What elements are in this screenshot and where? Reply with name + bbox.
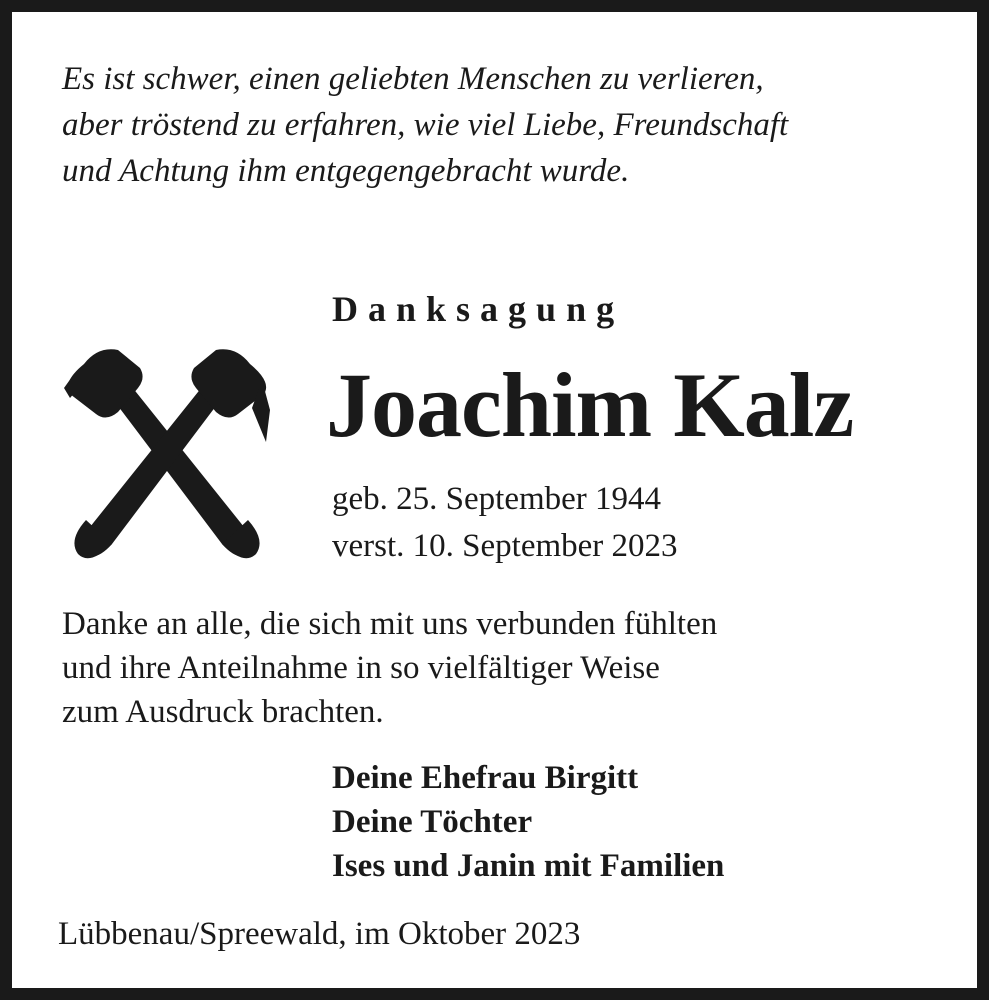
crossed-hammers-icon (62, 344, 272, 560)
life-dates (332, 476, 678, 570)
signer-line: Deine Töchter (332, 804, 533, 840)
heading: Danksagung (332, 289, 625, 329)
motto-line: Es ist schwer, einen geliebten Menschen zu verlieren, (62, 61, 764, 97)
signer-line: Deine Ehefrau Birgitt (332, 760, 639, 796)
place-date: Lübbenau/Spreewald, im Oktober 2023 (58, 916, 581, 952)
thanks-line: Danke an alle, die sich mit uns verbunden fühlten (62, 606, 718, 642)
death-date: verst. 10. September 2023 (332, 528, 678, 564)
motto-line: und Achtung ihm entgegengebracht wurde. (62, 153, 630, 189)
thanks-text (62, 602, 717, 734)
birth-date: geb. 25. September 1944 (332, 481, 662, 517)
signers (332, 756, 724, 888)
deceased-name: Joachim Kalz (326, 354, 854, 456)
motto-line: aber tröstend zu erfahren, wie viel Liebe, Freundschaft (62, 107, 789, 143)
signer-line: Ises und Janin mit Familien (332, 848, 725, 884)
motto-quote (62, 56, 788, 194)
thanks-line: zum Ausdruck brachten. (62, 694, 384, 730)
thanks-line: und ihre Anteilnahme in so vielfältiger Weise (62, 650, 660, 686)
